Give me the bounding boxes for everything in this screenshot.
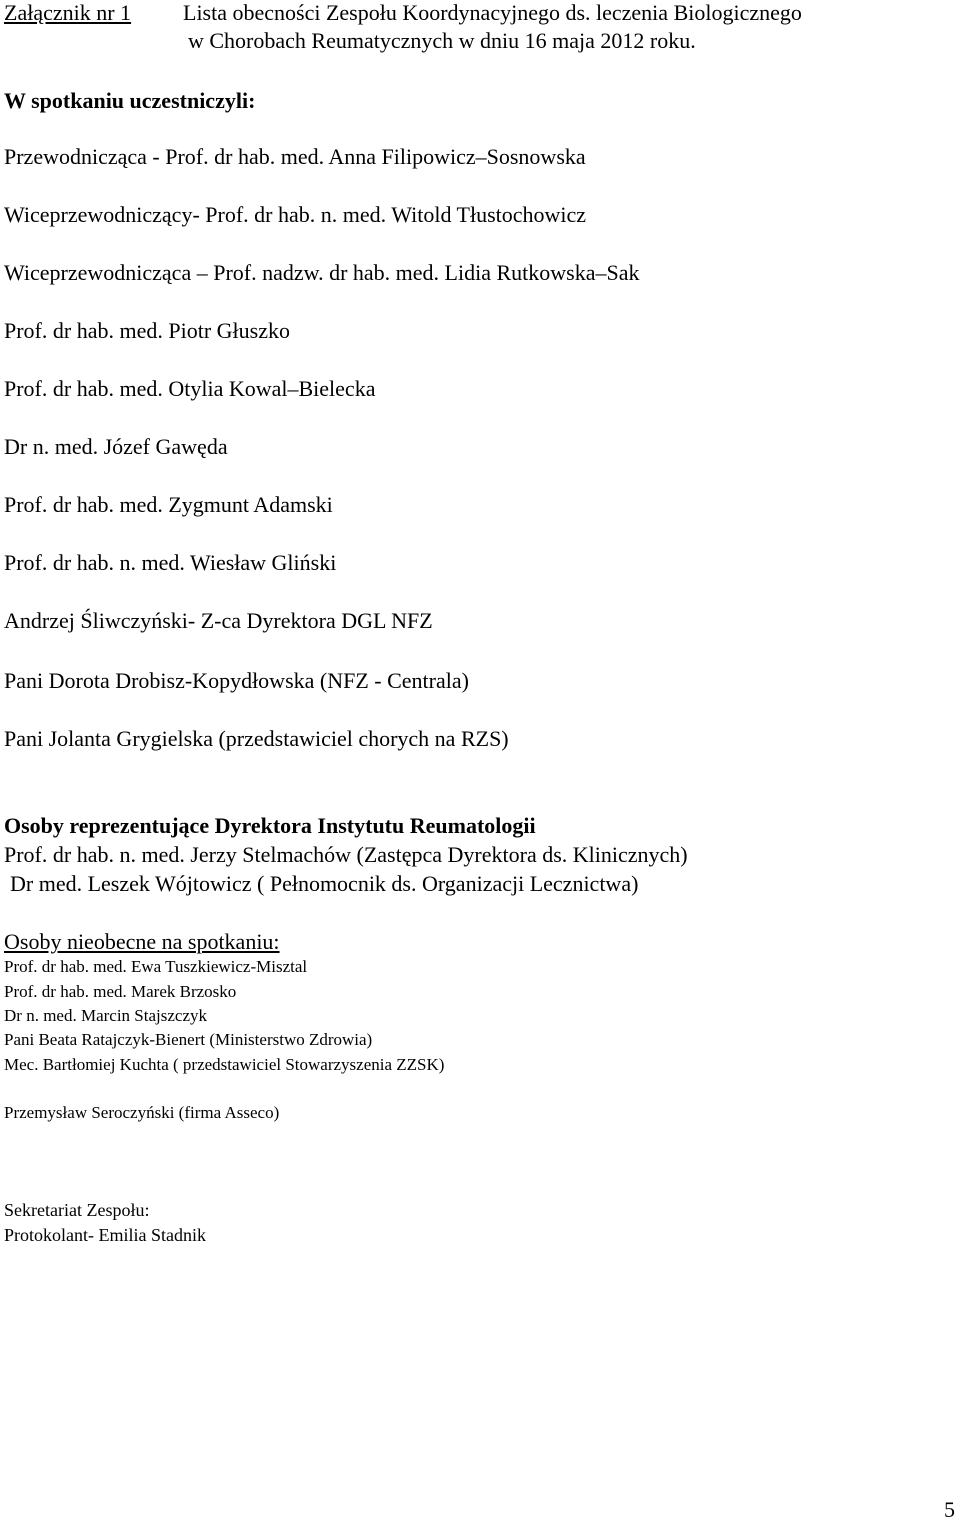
institute-rep-item: Prof. dr hab. n. med. Jerzy Stelmachów (Zastępca Dyrektora ds. Klinicznych) bbox=[4, 842, 688, 867]
absent-item: Prof. dr hab. med. Marek Brzosko bbox=[4, 982, 237, 1001]
absent-heading-text: Osoby nieobecne na spotkaniu: bbox=[4, 929, 280, 954]
participant-item: Andrzej Śliwczyński- Z-ca Dyrektora DGL NFZ bbox=[4, 608, 433, 633]
participant-item: Dr n. med. Józef Gawęda bbox=[4, 434, 228, 459]
participant-item: Prof. dr hab. med. Zygmunt Adamski bbox=[4, 492, 333, 517]
document-title-line-2: w Chorobach Reumatycznych w dniu 16 maja 2012 roku. bbox=[188, 28, 696, 53]
protocol-author: Protokolant- Emilia Stadnik bbox=[4, 1225, 206, 1245]
absent-item: Prof. dr hab. med. Ewa Tuszkiewicz-Misztal bbox=[4, 957, 308, 976]
participant-item: Pani Jolanta Grygielska (przedstawiciel chorych na RZS) bbox=[4, 726, 509, 751]
absent-item: Mec. Bartłomiej Kuchta ( przedstawiciel Stowarzyszenia ZZSK) bbox=[4, 1055, 445, 1074]
participant-item: Przewodnicząca - Prof. dr hab. med. Anna Filipowicz–Sosnowska bbox=[4, 144, 586, 169]
participants-heading: W spotkaniu uczestniczyli: bbox=[4, 88, 256, 113]
absent-heading bbox=[4, 929, 294, 955]
participant-item: Prof. dr hab. med. Piotr Głuszko bbox=[4, 318, 290, 343]
institute-rep-item: Dr med. Leszek Wójtowicz ( Pełnomocnik ds. Organizacji Lecznictwa) bbox=[10, 871, 639, 896]
participant-item: Wiceprzewodnicząca – Prof. nadzw. dr hab. med. Lidia Rutkowska–Sak bbox=[4, 260, 640, 285]
participant-item: Wiceprzewodniczący- Prof. dr hab. n. med. Witold Tłustochowicz bbox=[4, 202, 587, 227]
absent-extra-item: Przemysław Seroczyński (firma Asseco) bbox=[4, 1103, 280, 1122]
absent-item: Pani Beata Ratajczyk-Bienert (Ministerstwo Zdrowia) bbox=[4, 1030, 373, 1049]
annex-label: Załącznik nr 1 bbox=[4, 0, 132, 25]
secretariat-label: Sekretariat Zespołu: bbox=[4, 1200, 150, 1220]
participant-item: Pani Dorota Drobisz-Kopydłowska (NFZ - Centrala) bbox=[4, 668, 469, 693]
participant-item: Prof. dr hab. n. med. Wiesław Gliński bbox=[4, 550, 337, 575]
institute-reps-heading: Osoby reprezentujące Dyrektora Instytutu Reumatologii bbox=[4, 813, 536, 838]
page-number: 5 bbox=[944, 1497, 955, 1522]
document-title-line-1: Lista obecności Zespołu Koordynacyjnego ds. leczenia Biologicznego bbox=[183, 0, 802, 25]
absent-item: Dr n. med. Marcin Stajszczyk bbox=[4, 1006, 207, 1025]
participant-item: Prof. dr hab. med. Otylia Kowal–Bielecka bbox=[4, 376, 376, 401]
